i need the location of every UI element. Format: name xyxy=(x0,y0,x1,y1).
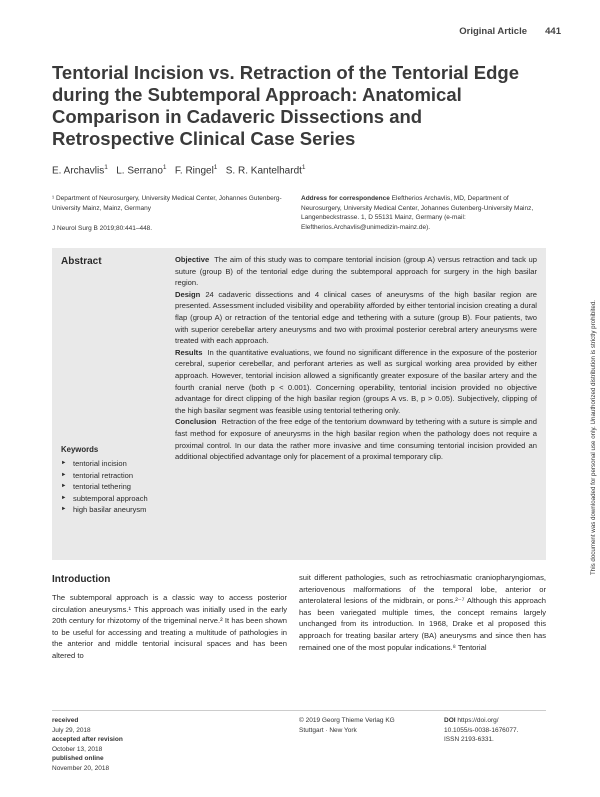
received-label: received xyxy=(52,717,79,724)
accepted-label: accepted after revision xyxy=(52,736,123,743)
correspondence-text: Eleftherios Archavlis, MD, Department of Neurosurgery, University Medical Center, Johannes Gutenberg-University Mainz, Langenbeckstrasse. 1, D 55131 Mainz, Germany (e-mail: Eleftherios.Archavlis@unimedizin-mainz.de). xyxy=(301,195,534,231)
keywords-box xyxy=(61,445,173,516)
published-label: published online xyxy=(52,755,104,762)
abstract-section xyxy=(175,347,537,417)
article-history xyxy=(52,716,123,773)
copyright: © 2019 Georg Thieme Verlag KG xyxy=(299,717,395,724)
author-name: F. Ringel xyxy=(174,165,214,177)
author-affil-mark: 1 xyxy=(213,164,218,171)
author-name: S. R. Kantelhardt xyxy=(225,165,302,177)
affiliation: ¹ Department of Neurosurgery, University Medical Center, Johannes Gutenberg-University Mainz, Mainz, Germany xyxy=(52,195,282,212)
keywords-list xyxy=(61,458,173,516)
abstract-section xyxy=(175,254,537,289)
abstract-heading: Abstract xyxy=(61,256,102,267)
doi-value: 10.1055/s-0038-1676077. xyxy=(444,726,519,734)
publisher-location: Stuttgart · New York xyxy=(299,726,357,734)
author-name: L. Serrano xyxy=(116,165,163,177)
abstract-panel xyxy=(52,248,546,560)
received-date: July 29, 2018 xyxy=(52,726,91,734)
keywords-heading: Keywords xyxy=(61,445,99,454)
correspondence-address xyxy=(301,194,541,232)
author-affil-mark: 1 xyxy=(104,164,108,171)
introduction-text-left: The subtemporal approach is a classic way to access posterior circulation aneurysms.¹ This approach was initially used in the early 20th century for rhizotomy of the trigeminal nerve.² It has been shown to be useful for accessing and treating a multitude of pathologies in the anterior and middle tentorial incisural spaces and has been altered to xyxy=(52,593,287,660)
doi-info xyxy=(444,716,518,745)
abstract-section-text: The aim of this study was to compare tentorial incision (group A) versus retraction and tack up suture (group B) of the tentorial edge during the subtemporal approach for surgery in the high basilar region. xyxy=(175,255,537,288)
keyword-item: ► tentorial retraction xyxy=(61,470,173,482)
footer-divider xyxy=(52,710,546,711)
author-name: E. Archavlis xyxy=(52,165,105,177)
keyword-item: ► tentorial tethering xyxy=(61,481,173,493)
running-header xyxy=(0,22,600,42)
journal-citation: J Neurol Surg B 2019;80:441–448. xyxy=(52,225,153,232)
abstract-section-label: Results xyxy=(175,347,203,357)
accepted-date: October 13, 2018 xyxy=(52,745,103,753)
doi-link[interactable]: https://doi.org/ xyxy=(457,717,499,724)
page-number: 441 xyxy=(545,26,561,37)
author-affil-mark: 1 xyxy=(162,164,167,171)
correspondence-label: Address for correspondence xyxy=(301,195,390,202)
abstract-section-text: 24 cadaveric dissections and 4 clinical cases of aneurysms of the high basilar region are presented. Assessment included visibility and operability afforded by either tentorial incision creating a dural flap (group A) or retraction of the tentorial edge and tethering with a suture (group B). Four patients, two with superior cerebellar artery aneurysms and two with proximal posterior cerebral artery aneurysms were treated with each approach. xyxy=(175,289,537,346)
download-notice: This document was downloaded for personal use only. Unauthorized distribution is strictly prohibited. xyxy=(590,299,597,575)
article-title: Tentorial Incision vs. Retraction of the Tentorial Edge during the Subtemporal Approach: Anatomical Comparison in Cadaveric Dissections and Retrospective Clinical Case Series xyxy=(52,62,520,149)
abstract-section-label: Conclusion xyxy=(175,417,217,427)
abstract-section-text: In the quantitative evaluations, we found no significant difference in the exposure of the posterior cerebral, superior cerebellar, and perforant arteries as well as surgical working area provided by either approach. However, tentorial incision allowed a significantly greater exposure of the basilar artery and the fourth cranial nerve (both p < 0.001). Concerning operability, tentorial incision provided no objective advantage for direct clipping of the high basilar region (groups A vs. B, p > 0.05). Subjectively, clipping of the high basilar segment was feasible using tentorial tethering only. xyxy=(175,347,537,415)
keyword-item: ► subtemporal approach xyxy=(61,493,173,505)
abstract-section-label: Design xyxy=(175,289,201,299)
introduction-heading: Introduction xyxy=(52,574,111,585)
publisher-info xyxy=(299,716,395,735)
doi-label: DOI xyxy=(444,717,456,724)
abstract-section-text: Retraction of the free edge of the tentorium downward by tethering with a suture is simple and fast method for exposure of aneurysms in the high basilar region when the pathology does not require a proximal control. In our data the rather more invasive and time consuming tentorial incision provided an additional objectified advantage only for placement of a proximal temporary clip. xyxy=(175,417,537,462)
keyword-item: ► tentorial incision xyxy=(61,458,173,470)
introduction-text-right: suit different pathologies, such as retrochiasmatic craniopharyngiomas, arteriovenous malformations of the temporal lobe, anterior or anterolateral lesions of the midbrain, or pons.²⁻⁷ Although this approach has been variegated multiple times, the concept remains largely unchanged from its introduction. In 1968, Drake et al proposed this approach for treating basilar artery (BA) aneurysms and since then has remained one of the most popular indications.⁸ Tentorial xyxy=(299,573,546,652)
abstract-section-label: Objective xyxy=(175,255,210,264)
abstract-section xyxy=(175,416,537,462)
keyword-item: ► high basilar aneurysm xyxy=(61,504,173,516)
published-date: November 20, 2018 xyxy=(52,764,110,772)
author-affil-mark: 1 xyxy=(301,164,306,171)
abstract-section xyxy=(175,289,537,347)
article-type-label: Original Article xyxy=(459,26,527,37)
issn: ISSN 2193-6331. xyxy=(444,736,494,743)
author-list xyxy=(52,164,306,176)
abstract-body xyxy=(175,254,537,463)
